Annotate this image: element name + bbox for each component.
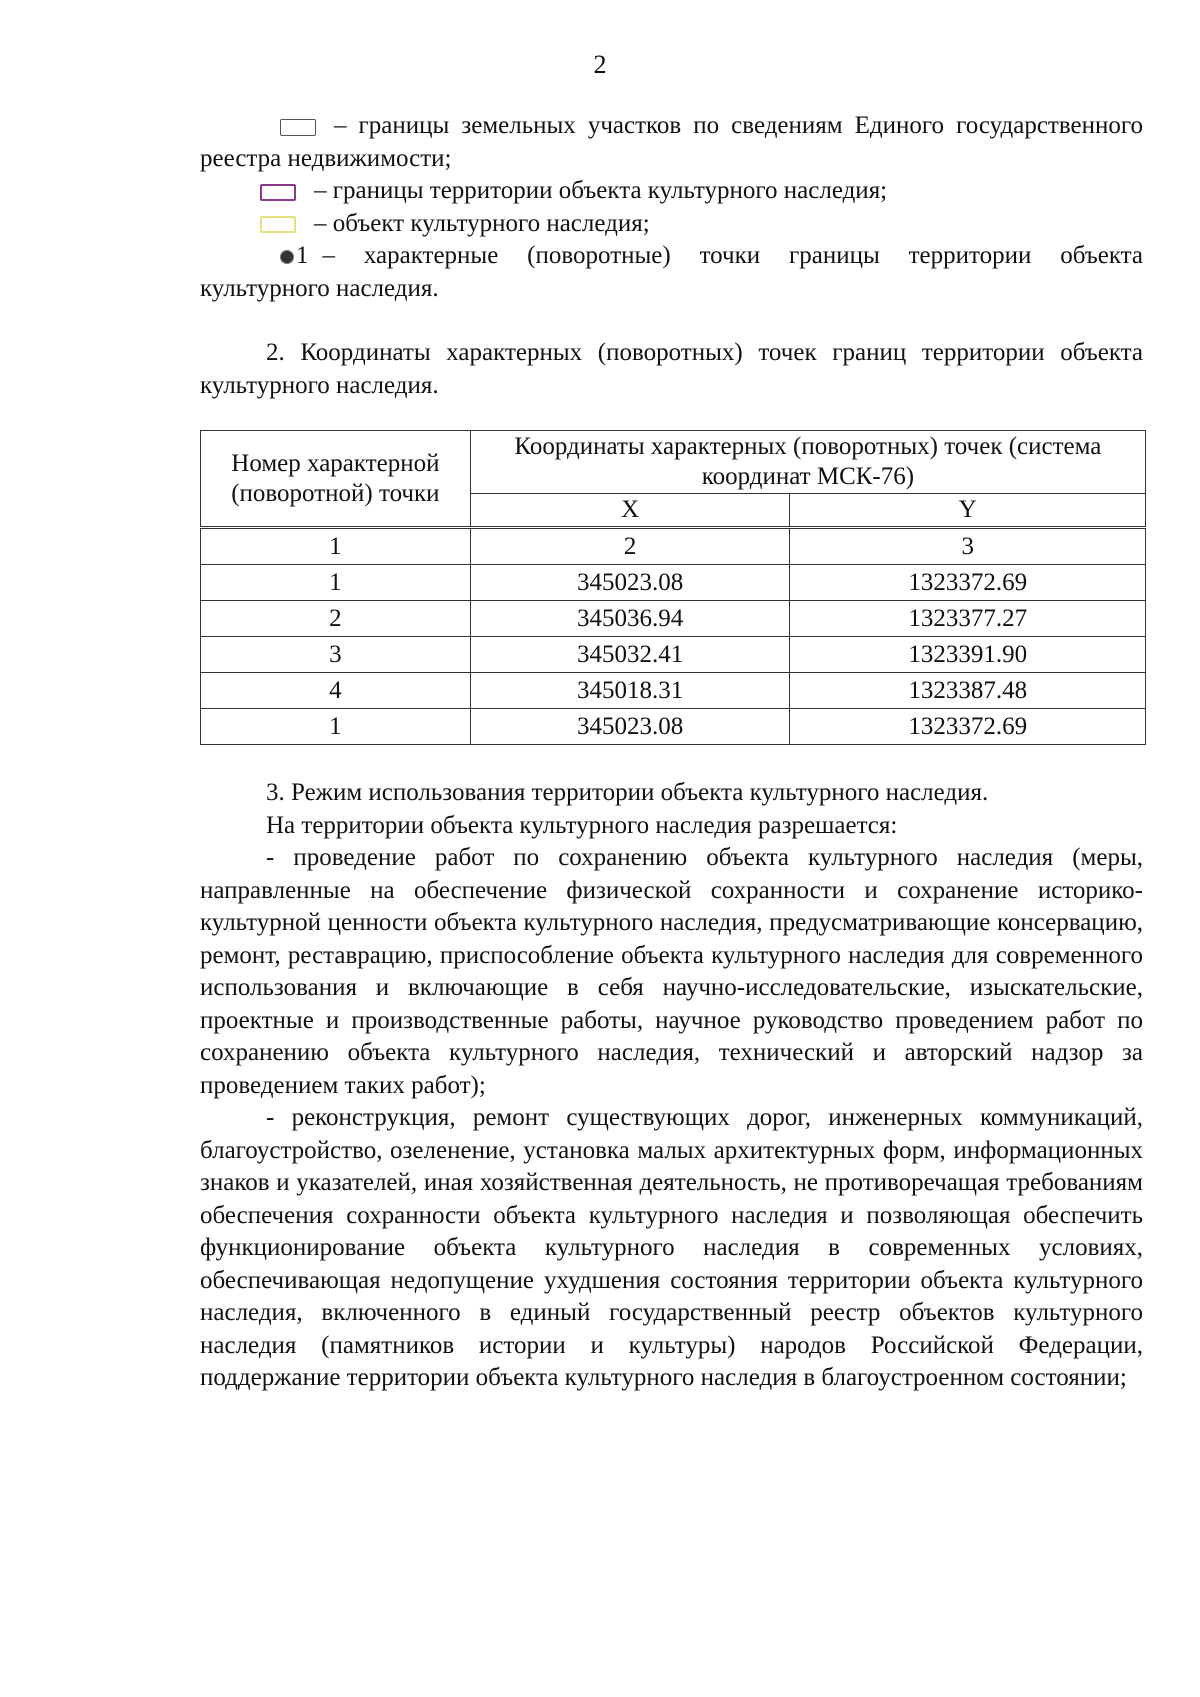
legend-item-territory <box>200 175 1143 208</box>
table-row <box>201 709 1146 745</box>
legend-text: – объект культурного наследия; <box>314 209 650 237</box>
turning-point-icon <box>280 250 294 264</box>
permitted-item: - реконструкция, ремонт существующих дорог, инженерных коммуникаций, благоустройство, озеленение, установка малых архитектурных форм, информационных знаков и указателей, иная хозяйственная деятельность, не противоречащая требованиям обеспечения сохранности объекта культурного наследия и позволяющая обеспечить функционирование объекта культурного наследия в современных условиях, обеспечивающая недопущение ухудшения состояния территории объекта культурного наследия, включенного в единый государственный реестр объектов культурного наследия (памятников истории и культуры) народов Российской Федерации, поддержание территории объекта культурного наследия в благоустроенном состоянии; <box>200 1104 1143 1391</box>
x-coordinate: 345023.08 <box>470 565 790 601</box>
section-2-heading: 2. Координаты характерных (поворотных) точек границ территории объекта культурного наследия. <box>200 339 1143 399</box>
y-coordinate: 1323391.90 <box>790 637 1146 673</box>
permitted-item: - проведение работ по сохранению объекта культурного наследия (меры, направленные на обеспечение физической сохранности и сохранение историко-культурной ценности объекта культурного наследия, предусматривающие консервацию, ремонт, реставрацию, приспособление объекта культурного наследия для современного использования и включающие в себя научно-исследовательские, изыскательские, проектные и производственные работы, научное руководство проведением работ по сохранению объекта культурного наследия, технический и авторский надзор за проведением таких работ); <box>200 844 1143 1099</box>
x-coordinate: 345036.94 <box>470 601 790 637</box>
legend-item-cadastral <box>200 110 1143 175</box>
column-number: 3 <box>790 528 1146 565</box>
cadastral-boundary-symbol-icon <box>280 119 316 136</box>
x-coordinate: 345023.08 <box>470 709 790 745</box>
territory-boundary-symbol-icon <box>260 184 296 201</box>
y-coordinate: 1323377.27 <box>790 601 1146 637</box>
column-number: 1 <box>201 528 471 565</box>
point-number: 4 <box>201 673 471 709</box>
table-header-row <box>201 431 1146 494</box>
y-coordinate: 1323387.48 <box>790 673 1146 709</box>
legend-text: – границы территории объекта культурного наследия; <box>314 177 888 204</box>
y-coordinate: 1323372.69 <box>790 565 1146 601</box>
column-number: 2 <box>470 528 790 565</box>
heritage-object-symbol-icon <box>260 216 296 233</box>
point-number: 3 <box>201 637 471 673</box>
header-coordinates: Координаты характерных (поворотных) точек (система координат МСК-76) <box>470 431 1145 494</box>
point-label: 1 <box>296 242 309 269</box>
x-coordinate: 345018.31 <box>470 673 790 709</box>
table-row <box>201 565 1146 601</box>
table-row <box>201 673 1146 709</box>
section-3-heading: 3. Режим использования территории объекта культурного наследия. <box>266 779 989 806</box>
coordinates-table <box>200 430 1146 745</box>
legend-item-points <box>200 240 1143 305</box>
x-coordinate: 345032.41 <box>470 637 790 673</box>
legend-text: – характерные (поворотные) точки границы территории объекта культурного наследия. <box>200 242 1143 302</box>
legend-item-object <box>200 208 1143 241</box>
header-y: Y <box>790 494 1146 528</box>
page-number: 2 <box>593 50 607 79</box>
section-3-intro: На территории объекта культурного наследия разрешается: <box>266 811 898 839</box>
header-x: X <box>470 494 790 528</box>
point-number: 1 <box>201 565 471 601</box>
point-number: 2 <box>201 601 471 637</box>
legend-text: – границы земельных участков по сведениям Единого государственного реестра недвижимости; <box>200 112 1143 172</box>
table-row <box>201 637 1146 673</box>
header-point-number: Номер характерной (поворотной) точки <box>201 431 471 528</box>
point-number: 1 <box>201 709 471 745</box>
y-coordinate: 1323372.69 <box>790 709 1146 745</box>
table-row <box>201 601 1146 637</box>
document-body <box>200 110 1143 1395</box>
column-number-row <box>201 528 1146 565</box>
